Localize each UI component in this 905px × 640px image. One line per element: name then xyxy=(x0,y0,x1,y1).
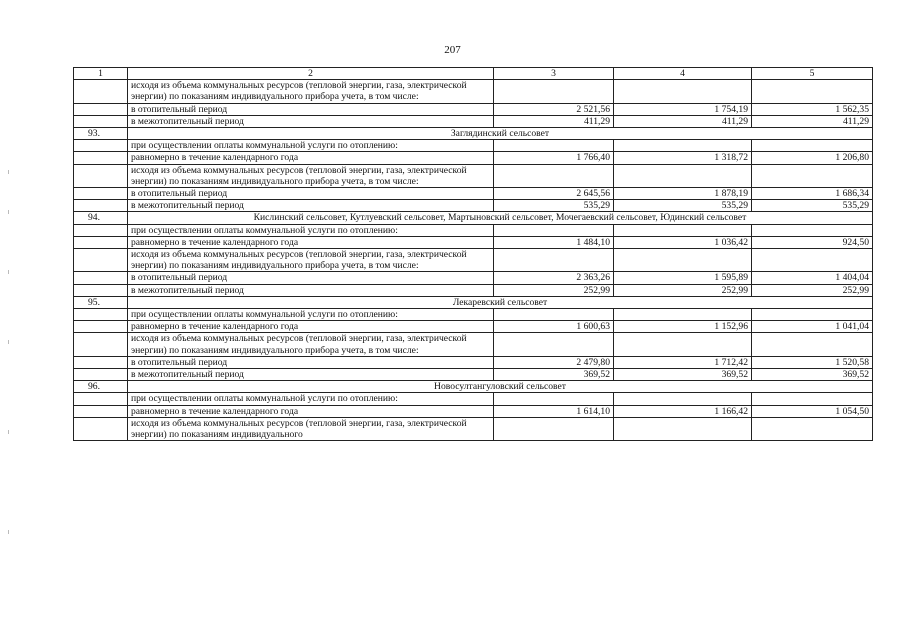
value-col5: 1 041,04 xyxy=(752,321,873,333)
row-number-cell xyxy=(74,417,128,440)
row-description: исходя из объема коммунальных ресурсов (тепловой энергии, газа, электрической энергии) по показаниям индивидуального прибора учета, в том числе: xyxy=(128,80,494,103)
value-col5: 1 054,50 xyxy=(752,405,873,417)
table-row xyxy=(74,236,873,248)
scan-mark xyxy=(8,210,9,214)
section-title: Новосултангуловский сельсовет xyxy=(128,381,873,393)
value-col5: 1 206,80 xyxy=(752,152,873,164)
value-col5 xyxy=(752,393,873,405)
section-row xyxy=(74,212,873,224)
value-col5: 535,29 xyxy=(752,200,873,212)
value-col4: 1 754,19 xyxy=(614,103,752,115)
table-row xyxy=(74,103,873,115)
table-row xyxy=(74,249,873,272)
row-number-cell xyxy=(74,224,128,236)
value-col5 xyxy=(752,140,873,152)
value-col4 xyxy=(614,140,752,152)
value-col4 xyxy=(614,164,752,187)
value-col5 xyxy=(752,224,873,236)
value-col3 xyxy=(494,164,614,187)
table-row xyxy=(74,140,873,152)
row-number-cell xyxy=(74,103,128,115)
row-number-cell xyxy=(74,115,128,127)
table-row xyxy=(74,272,873,284)
value-col4 xyxy=(614,224,752,236)
row-number-cell xyxy=(74,80,128,103)
row-description: в отопительный период xyxy=(128,272,494,284)
value-col4: 1 166,42 xyxy=(614,405,752,417)
row-description: в отопительный период xyxy=(128,103,494,115)
value-col3: 1 614,10 xyxy=(494,405,614,417)
value-col5: 369,52 xyxy=(752,369,873,381)
scan-mark xyxy=(8,430,9,434)
value-col5: 1 562,35 xyxy=(752,103,873,115)
row-number-cell xyxy=(74,140,128,152)
row-number-cell xyxy=(74,249,128,272)
value-col4 xyxy=(614,333,752,356)
table-row xyxy=(74,80,873,103)
table-body xyxy=(74,80,873,441)
table-row xyxy=(74,393,873,405)
value-col4 xyxy=(614,417,752,440)
row-description: равномерно в течение календарного года xyxy=(128,321,494,333)
row-number-cell xyxy=(74,236,128,248)
value-col5: 1 520,58 xyxy=(752,356,873,368)
row-number-cell xyxy=(74,164,128,187)
col-header-3: 3 xyxy=(494,68,614,80)
tariff-table xyxy=(73,67,873,441)
value-col4: 1 036,42 xyxy=(614,236,752,248)
scan-mark xyxy=(8,170,9,174)
value-col4: 369,52 xyxy=(614,369,752,381)
section-title: Заглядинский сельсовет xyxy=(128,128,873,140)
table-row xyxy=(74,115,873,127)
value-col5: 252,99 xyxy=(752,284,873,296)
value-col3 xyxy=(494,140,614,152)
section-row xyxy=(74,296,873,308)
value-col4: 411,29 xyxy=(614,115,752,127)
table-row xyxy=(74,188,873,200)
section-number: 96. xyxy=(74,381,128,393)
row-description: в межотопительный период xyxy=(128,115,494,127)
scan-mark xyxy=(8,530,9,534)
col-header-1: 1 xyxy=(74,68,128,80)
value-col3: 535,29 xyxy=(494,200,614,212)
row-number-cell xyxy=(74,309,128,321)
col-header-2: 2 xyxy=(128,68,494,80)
row-description: в межотопительный период xyxy=(128,200,494,212)
row-number-cell xyxy=(74,356,128,368)
table-row xyxy=(74,321,873,333)
section-number: 93. xyxy=(74,128,128,140)
row-number-cell xyxy=(74,333,128,356)
value-col3: 411,29 xyxy=(494,115,614,127)
value-col3 xyxy=(494,80,614,103)
row-number-cell xyxy=(74,284,128,296)
value-col4: 535,29 xyxy=(614,200,752,212)
row-description: равномерно в течение календарного года xyxy=(128,405,494,417)
value-col3 xyxy=(494,417,614,440)
value-col3: 1 766,40 xyxy=(494,152,614,164)
value-col5 xyxy=(752,309,873,321)
value-col5 xyxy=(752,80,873,103)
table-row xyxy=(74,152,873,164)
row-number-cell xyxy=(74,369,128,381)
scan-mark xyxy=(8,340,9,344)
row-description: равномерно в течение календарного года xyxy=(128,152,494,164)
table-row xyxy=(74,405,873,417)
value-col4 xyxy=(614,80,752,103)
table-row xyxy=(74,356,873,368)
value-col4: 1 318,72 xyxy=(614,152,752,164)
row-description: исходя из объема коммунальных ресурсов (тепловой энергии, газа, электрической энергии) по показаниям индивидуального xyxy=(128,417,494,440)
scan-mark xyxy=(8,270,9,274)
row-description: при осуществлении оплаты коммунальной услуги по отоплению: xyxy=(128,393,494,405)
value-col5: 1 404,04 xyxy=(752,272,873,284)
value-col3: 1 484,10 xyxy=(494,236,614,248)
value-col3: 252,99 xyxy=(494,284,614,296)
col-header-5: 5 xyxy=(752,68,873,80)
value-col3 xyxy=(494,309,614,321)
section-title: Кислинский сельсовет, Кутлуевский сельсовет, Мартыновский сельсовет, Мочегаевский сельсовет, Юдинский сельсовет xyxy=(128,212,873,224)
value-col3: 2 645,56 xyxy=(494,188,614,200)
row-number-cell xyxy=(74,200,128,212)
value-col5 xyxy=(752,249,873,272)
value-col3: 2 521,56 xyxy=(494,103,614,115)
table-row xyxy=(74,417,873,440)
value-col3 xyxy=(494,333,614,356)
value-col4: 1 712,42 xyxy=(614,356,752,368)
table-row xyxy=(74,369,873,381)
value-col4: 1 878,19 xyxy=(614,188,752,200)
row-description: при осуществлении оплаты коммунальной услуги по отоплению: xyxy=(128,140,494,152)
value-col5 xyxy=(752,417,873,440)
value-col3: 369,52 xyxy=(494,369,614,381)
section-title: Лекаревский сельсовет xyxy=(128,296,873,308)
value-col4 xyxy=(614,393,752,405)
page-number: 207 xyxy=(444,44,461,56)
row-description: равномерно в течение календарного года xyxy=(128,236,494,248)
value-col5: 1 686,34 xyxy=(752,188,873,200)
value-col4: 1 595,89 xyxy=(614,272,752,284)
row-description: в отопительный период xyxy=(128,188,494,200)
value-col4 xyxy=(614,309,752,321)
value-col4: 252,99 xyxy=(614,284,752,296)
row-number-cell xyxy=(74,272,128,284)
row-description: исходя из объема коммунальных ресурсов (тепловой энергии, газа, электрической энергии) по показаниям индивидуального прибора учета, в том числе: xyxy=(128,333,494,356)
value-col3: 2 479,80 xyxy=(494,356,614,368)
row-number-cell xyxy=(74,393,128,405)
row-number-cell xyxy=(74,152,128,164)
section-row xyxy=(74,128,873,140)
section-number: 95. xyxy=(74,296,128,308)
row-description: в отопительный период xyxy=(128,356,494,368)
column-number-row xyxy=(74,68,873,80)
value-col5 xyxy=(752,333,873,356)
col-header-4: 4 xyxy=(614,68,752,80)
row-number-cell xyxy=(74,188,128,200)
table-row xyxy=(74,284,873,296)
table-row xyxy=(74,224,873,236)
row-number-cell xyxy=(74,405,128,417)
value-col3 xyxy=(494,224,614,236)
value-col5 xyxy=(752,164,873,187)
value-col5: 411,29 xyxy=(752,115,873,127)
section-number: 94. xyxy=(74,212,128,224)
row-description: при осуществлении оплаты коммунальной услуги по отоплению: xyxy=(128,309,494,321)
scan-margin-marks xyxy=(8,170,10,590)
value-col3 xyxy=(494,249,614,272)
row-description: в межотопительный период xyxy=(128,369,494,381)
value-col3 xyxy=(494,393,614,405)
row-number-cell xyxy=(74,321,128,333)
table-row xyxy=(74,200,873,212)
value-col3: 1 600,63 xyxy=(494,321,614,333)
table-row xyxy=(74,333,873,356)
value-col5: 924,50 xyxy=(752,236,873,248)
row-description: в межотопительный период xyxy=(128,284,494,296)
row-description: исходя из объема коммунальных ресурсов (тепловой энергии, газа, электрической энергии) по показаниям индивидуального прибора учета, в том числе: xyxy=(128,249,494,272)
value-col4 xyxy=(614,249,752,272)
value-col3: 2 363,26 xyxy=(494,272,614,284)
table-row xyxy=(74,164,873,187)
section-row xyxy=(74,381,873,393)
value-col4: 1 152,96 xyxy=(614,321,752,333)
table-row xyxy=(74,309,873,321)
row-description: при осуществлении оплаты коммунальной услуги по отоплению: xyxy=(128,224,494,236)
row-description: исходя из объема коммунальных ресурсов (тепловой энергии, газа, электрической энергии) по показаниям индивидуального прибора учета, в том числе: xyxy=(128,164,494,187)
